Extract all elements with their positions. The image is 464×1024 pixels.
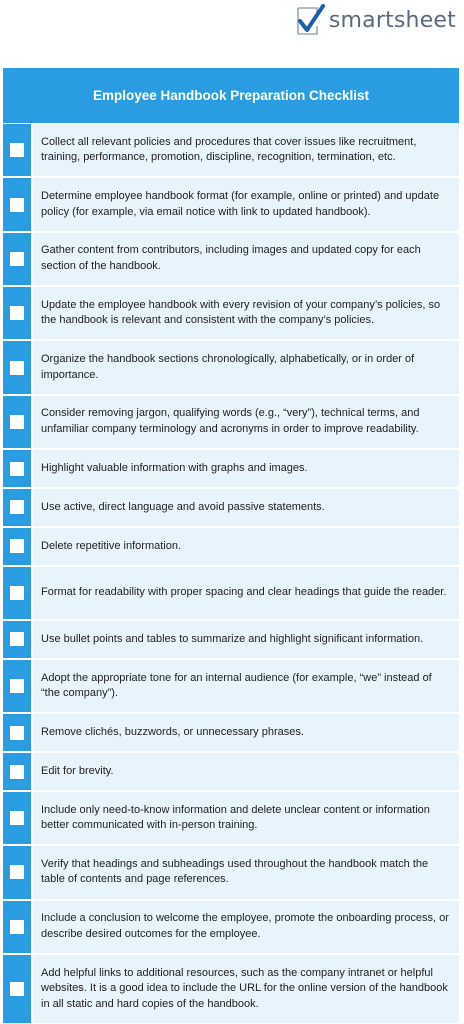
checklist-item-text: Remove clichés, buzzwords, or unnecessary phrases. bbox=[33, 714, 459, 751]
checkbox[interactable] bbox=[10, 143, 24, 157]
checklist-item-text: Edit for brevity. bbox=[33, 753, 459, 790]
checklist-row bbox=[3, 792, 459, 844]
checklist-row bbox=[3, 287, 459, 339]
checkbox[interactable] bbox=[10, 462, 24, 476]
checklist-item-text: Consider removing jargon, qualifying words (e.g., “very”), technical terms, and unfamiliar company terminology and acronyms in order to improve readability. bbox=[33, 396, 459, 448]
checklist-title: Employee Handbook Preparation Checklist bbox=[3, 68, 459, 123]
checkbox[interactable] bbox=[10, 586, 24, 600]
checkbox[interactable] bbox=[10, 865, 24, 879]
checkbox[interactable] bbox=[10, 252, 24, 266]
checklist-item-text: Adopt the appropriate tone for an internal audience (for example, “we” instead of “the company”). bbox=[33, 660, 459, 712]
checklist-item-text: Add helpful links to additional resources, such as the company intranet or helpful websites. It is a good idea to include the URL for the online version of the handbook in all static and hard copies of the handbook. bbox=[33, 955, 459, 1023]
checkbox[interactable] bbox=[10, 920, 24, 934]
checklist-item-text: Use bullet points and tables to summarize and highlight significant information. bbox=[33, 621, 459, 658]
checkbox[interactable] bbox=[10, 361, 24, 375]
checklist-item-text: Organize the handbook sections chronologically, alphabetically, or in order of importance. bbox=[33, 341, 459, 393]
checklist-item-text: Collect all relevant policies and procedures that cover issues like recruitment, training, performance, promotion, discipline, recognition, termination, etc. bbox=[33, 124, 459, 176]
checkbox-cell bbox=[3, 450, 31, 487]
checkbox-cell bbox=[3, 660, 31, 712]
checklist-item-text: Highlight valuable information with graphs and images. bbox=[33, 450, 459, 487]
checkbox-cell bbox=[3, 233, 31, 285]
brand-name: smartsheet bbox=[328, 8, 456, 33]
checkbox-cell bbox=[3, 621, 31, 658]
checkbox-cell bbox=[3, 489, 31, 526]
checklist-row bbox=[3, 396, 459, 448]
checkbox-cell bbox=[3, 396, 31, 448]
checklist-row bbox=[3, 901, 459, 953]
checklist-row bbox=[3, 660, 459, 712]
checkbox-cell bbox=[3, 901, 31, 953]
smartsheet-logo bbox=[295, 4, 456, 38]
checklist-item-text: Delete repetitive information. bbox=[33, 528, 459, 565]
checklist-table bbox=[3, 68, 459, 1023]
checklist-item-text: Include only need-to-know information and delete unclear content or information better communicated with in-person training. bbox=[33, 792, 459, 844]
checkbox[interactable] bbox=[10, 306, 24, 320]
checkbox[interactable] bbox=[10, 415, 24, 429]
checklist-item-text: Use active, direct language and avoid passive statements. bbox=[33, 489, 459, 526]
checklist-row bbox=[3, 753, 459, 790]
checklist-rows bbox=[3, 124, 459, 1023]
checkbox-cell bbox=[3, 124, 31, 176]
checklist-row bbox=[3, 178, 459, 230]
checkbox-cell bbox=[3, 714, 31, 751]
checkbox[interactable] bbox=[10, 539, 24, 553]
checklist-row bbox=[3, 621, 459, 658]
checkbox-cell bbox=[3, 792, 31, 844]
checkbox-cell bbox=[3, 528, 31, 565]
checklist-row bbox=[3, 846, 459, 898]
checklist-item-text: Verify that headings and subheadings used throughout the handbook match the table of contents and page references. bbox=[33, 846, 459, 898]
checklist-row bbox=[3, 233, 459, 285]
checkbox[interactable] bbox=[10, 982, 24, 996]
checklist-row bbox=[3, 124, 459, 176]
checklist-row bbox=[3, 714, 459, 751]
checkbox-cell bbox=[3, 287, 31, 339]
checkbox[interactable] bbox=[10, 726, 24, 740]
checklist-item-text: Format for readability with proper spacing and clear headings that guide the reader. bbox=[33, 567, 459, 619]
checkbox[interactable] bbox=[10, 198, 24, 212]
checklist-item-text: Determine employee handbook format (for example, online or printed) and update policy (for example, via email notice with link to updated handbook). bbox=[33, 178, 459, 230]
checkbox-cell bbox=[3, 955, 31, 1023]
checklist-row bbox=[3, 489, 459, 526]
checkbox-cell bbox=[3, 567, 31, 619]
checkbox[interactable] bbox=[10, 811, 24, 825]
checklist-row bbox=[3, 567, 459, 619]
checklist-row bbox=[3, 955, 459, 1023]
checkmark-logo-icon bbox=[295, 4, 325, 38]
checkbox-cell bbox=[3, 846, 31, 898]
checkbox-cell bbox=[3, 341, 31, 393]
checkbox[interactable] bbox=[10, 679, 24, 693]
checkbox[interactable] bbox=[10, 500, 24, 514]
checklist-row bbox=[3, 450, 459, 487]
checkbox-cell bbox=[3, 753, 31, 790]
checkbox[interactable] bbox=[10, 765, 24, 779]
checklist-item-text: Gather content from contributors, including images and updated copy for each section of the handbook. bbox=[33, 233, 459, 285]
checklist-row bbox=[3, 528, 459, 565]
checklist-item-text: Update the employee handbook with every revision of your company’s policies, so the handbook is relevant and consistent with the company’s policies. bbox=[33, 287, 459, 339]
checklist-row bbox=[3, 341, 459, 393]
checkbox-cell bbox=[3, 178, 31, 230]
checklist-item-text: Include a conclusion to welcome the employee, promote the onboarding process, or describe desired outcomes for the employee. bbox=[33, 901, 459, 953]
checkbox[interactable] bbox=[10, 632, 24, 646]
